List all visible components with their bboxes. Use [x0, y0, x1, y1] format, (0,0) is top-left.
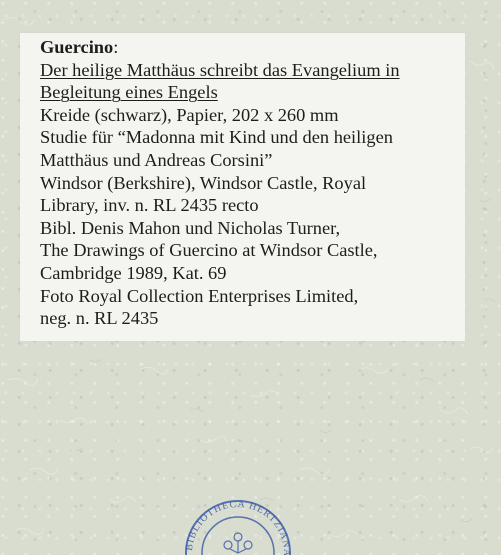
artist-line: [40, 36, 460, 59]
artist-suffix: :: [113, 37, 119, 57]
medium-dimensions: Kreide (schwarz), Papier, 202 x 260 mm: [40, 104, 339, 125]
stamp-text: BIBLIOTHECA HERTZIANA: [183, 498, 293, 555]
bibliography: Bibl. Denis Mahon und Nicholas Turner,: [40, 217, 341, 238]
artist-name: Guercino: [40, 37, 114, 57]
bibliography: Cambridge 1989, Kat. 69: [40, 262, 227, 283]
study-note: Matthäus und Andreas Corsini”: [40, 149, 273, 170]
photo-credit: neg. n. RL 2435: [40, 308, 159, 329]
stamp-emblem-icon: [224, 533, 252, 553]
artwork-title-line: Begleitung eines Engels: [40, 82, 218, 103]
study-note: Studie für “Madonna mit Kind und den heiligen: [40, 127, 393, 148]
artwork-title-line: Der heilige Matthäus schreibt das Evangelium in: [40, 59, 400, 80]
photo-credit: Foto Royal Collection Enterprises Limited,: [40, 285, 359, 306]
bibliography: The Drawings of Guercino at Windsor Castle,: [40, 240, 378, 261]
location: Windsor (Berkshire), Windsor Castle, Royal: [40, 172, 367, 193]
location: Library, inv. n. RL 2435 recto: [40, 195, 259, 216]
library-stamp: [178, 495, 298, 555]
catalog-entry: [40, 36, 460, 330]
